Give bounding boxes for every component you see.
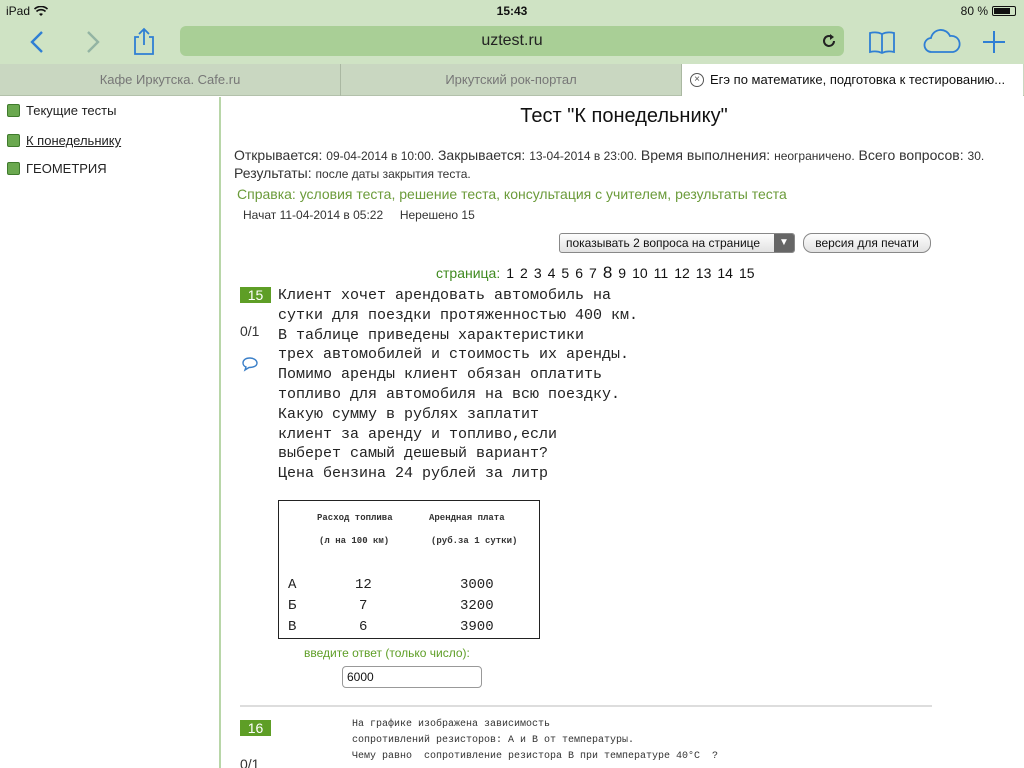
sidebar-item-label: ГЕОМЕТРИЯ xyxy=(26,161,107,176)
answer-label: введите ответ (только число): xyxy=(304,646,470,660)
book-icon xyxy=(7,162,20,175)
page-link-12[interactable]: 12 xyxy=(674,265,690,281)
results-label: Результаты: xyxy=(234,165,312,181)
started-line xyxy=(243,208,475,222)
test-info xyxy=(234,147,1024,183)
question-number: 16 xyxy=(240,720,271,736)
unsolved-text: Нерешено 15 xyxy=(399,208,475,222)
started-text: Начат 11-04-2014 в 05:22 xyxy=(243,208,384,222)
per-page-select[interactable] xyxy=(559,233,795,253)
print-version-button[interactable]: версия для печати xyxy=(803,233,931,253)
per-page-value: показывать 2 вопроса на странице xyxy=(566,236,761,250)
table-subheader-fuel: (л на 100 км) xyxy=(319,536,390,546)
tab-rock-portal[interactable]: Иркутский рок-портал xyxy=(341,64,682,96)
bookmarks-icon[interactable] xyxy=(866,26,898,58)
data-table xyxy=(278,500,540,639)
table-header-rent: Арендная плата xyxy=(429,513,505,523)
question-score: 0/1 xyxy=(240,323,260,339)
table-cell-car: А xyxy=(288,577,297,593)
pagination-label: страница: xyxy=(436,265,501,281)
pagination xyxy=(436,263,755,283)
sidebar-item-current-tests[interactable] xyxy=(7,103,116,118)
close-tab-icon[interactable]: × xyxy=(690,73,704,87)
page-link-8[interactable]: 8 xyxy=(602,263,613,282)
closes-value: 13-04-2014 в 23:00. xyxy=(529,149,637,163)
page-link-13[interactable]: 13 xyxy=(695,265,712,281)
table-cell-fuel: 6 xyxy=(359,619,368,635)
question-text: На графике изображена зависимость сопротивлений резисторов: А и В от температуры. Чему равно сопротивление резистора В при температуре 40°С ? xyxy=(352,719,719,762)
status-time: 15:43 xyxy=(496,4,528,18)
question-score: 0/1 xyxy=(240,756,260,768)
table-cell-fuel: 12 xyxy=(355,577,372,593)
sidebar-item-label: К понедельнику xyxy=(26,133,122,148)
closes-label: Закрывается: xyxy=(437,147,526,163)
page-link-14[interactable]: 14 xyxy=(717,265,733,281)
page-link-11[interactable]: 11 xyxy=(653,265,669,281)
back-icon[interactable] xyxy=(22,26,54,58)
page-link-7[interactable]: 7 xyxy=(589,265,597,281)
tab-ege[interactable] xyxy=(682,64,1023,96)
comment-icon[interactable] xyxy=(241,356,259,372)
table-header-fuel: Расход топлива xyxy=(317,513,393,523)
question-divider xyxy=(240,705,932,707)
table-cell-price: 3900 xyxy=(460,619,494,635)
answer-input[interactable]: 6000 xyxy=(342,666,482,688)
table-cell-price: 3200 xyxy=(460,598,494,614)
total-value: 30. xyxy=(967,149,985,163)
dropdown-arrow-icon: ▼ xyxy=(774,234,794,252)
status-bar xyxy=(0,0,1024,20)
page-link-3[interactable]: 3 xyxy=(533,265,542,281)
page-title: Тест "К понедельнику" xyxy=(520,105,728,127)
page-link-6[interactable]: 6 xyxy=(575,265,584,281)
table-cell-car: Б xyxy=(288,598,297,614)
tab-bar xyxy=(0,64,1024,96)
url-text: uztest.ru xyxy=(481,32,543,49)
new-tab-icon[interactable] xyxy=(978,26,1010,58)
page-link-15[interactable]: 15 xyxy=(738,265,755,281)
page-link-9[interactable]: 9 xyxy=(618,265,627,281)
book-icon xyxy=(7,104,20,117)
sidebar-item-monday[interactable] xyxy=(7,133,121,148)
forward-icon[interactable] xyxy=(76,26,108,58)
reload-icon[interactable] xyxy=(820,32,838,50)
share-icon[interactable] xyxy=(128,26,160,58)
page-link-10[interactable]: 10 xyxy=(632,265,648,281)
url-bar[interactable] xyxy=(180,26,844,56)
device-name: iPad xyxy=(6,4,31,18)
status-right xyxy=(961,4,1016,18)
browser-toolbar xyxy=(0,20,1024,64)
question-text: Клиент хочет арендовать автомобиль на сутки для поездки протяженностью 400 км. В таблице приведены характеристики трех автомобилей и стоимость их аренды. Помимо аренды клиент обязан оплатить топливо для автомобиля на всю поездку. Какую сумму в рублях заплатит клиент за аренду и топливо,если выберет самый дешевый вариант? Цена бензина 24 рублей за литр xyxy=(278,287,639,483)
question-number: 15 xyxy=(240,287,271,303)
duration-value: неограничено. xyxy=(774,149,855,163)
duration-label: Время выполнения: xyxy=(640,147,771,163)
help-line xyxy=(237,186,787,202)
help-links[interactable]: условия теста, решение теста, консультация с учителем, результаты теста xyxy=(299,186,787,202)
sidebar-item-geometry[interactable] xyxy=(7,161,107,176)
page-link-1[interactable]: 1 xyxy=(506,265,515,281)
sidebar-item-label: Текущие тесты xyxy=(26,103,117,118)
battery-text: 80 % xyxy=(960,4,988,18)
table-cell-fuel: 7 xyxy=(359,598,368,614)
sidebar xyxy=(0,97,221,768)
page-link-4[interactable]: 4 xyxy=(547,265,556,281)
page-link-2[interactable]: 2 xyxy=(520,265,528,281)
battery-icon xyxy=(992,6,1016,16)
table-subheader-rent: (руб.за 1 сутки) xyxy=(431,536,518,546)
help-label: Справка: xyxy=(237,186,296,202)
opens-value: 09-04-2014 в 10:00. xyxy=(326,149,435,163)
tab-cafe[interactable]: Кафе Иркутска. Cafe.ru xyxy=(0,64,341,96)
icloud-icon[interactable] xyxy=(922,26,962,58)
tab-ege-label: Егэ по математике, подготовка к тестированию... xyxy=(710,72,1006,87)
table-cell-car: В xyxy=(288,619,297,635)
open-book-icon xyxy=(7,134,20,147)
total-label: Всего вопросов: xyxy=(858,147,964,163)
opens-label: Открывается: xyxy=(234,147,323,163)
results-value: после даты закрытия теста. xyxy=(315,167,471,181)
main-content xyxy=(224,97,1024,768)
page-link-5[interactable]: 5 xyxy=(561,265,570,281)
table-cell-price: 3000 xyxy=(460,577,494,593)
